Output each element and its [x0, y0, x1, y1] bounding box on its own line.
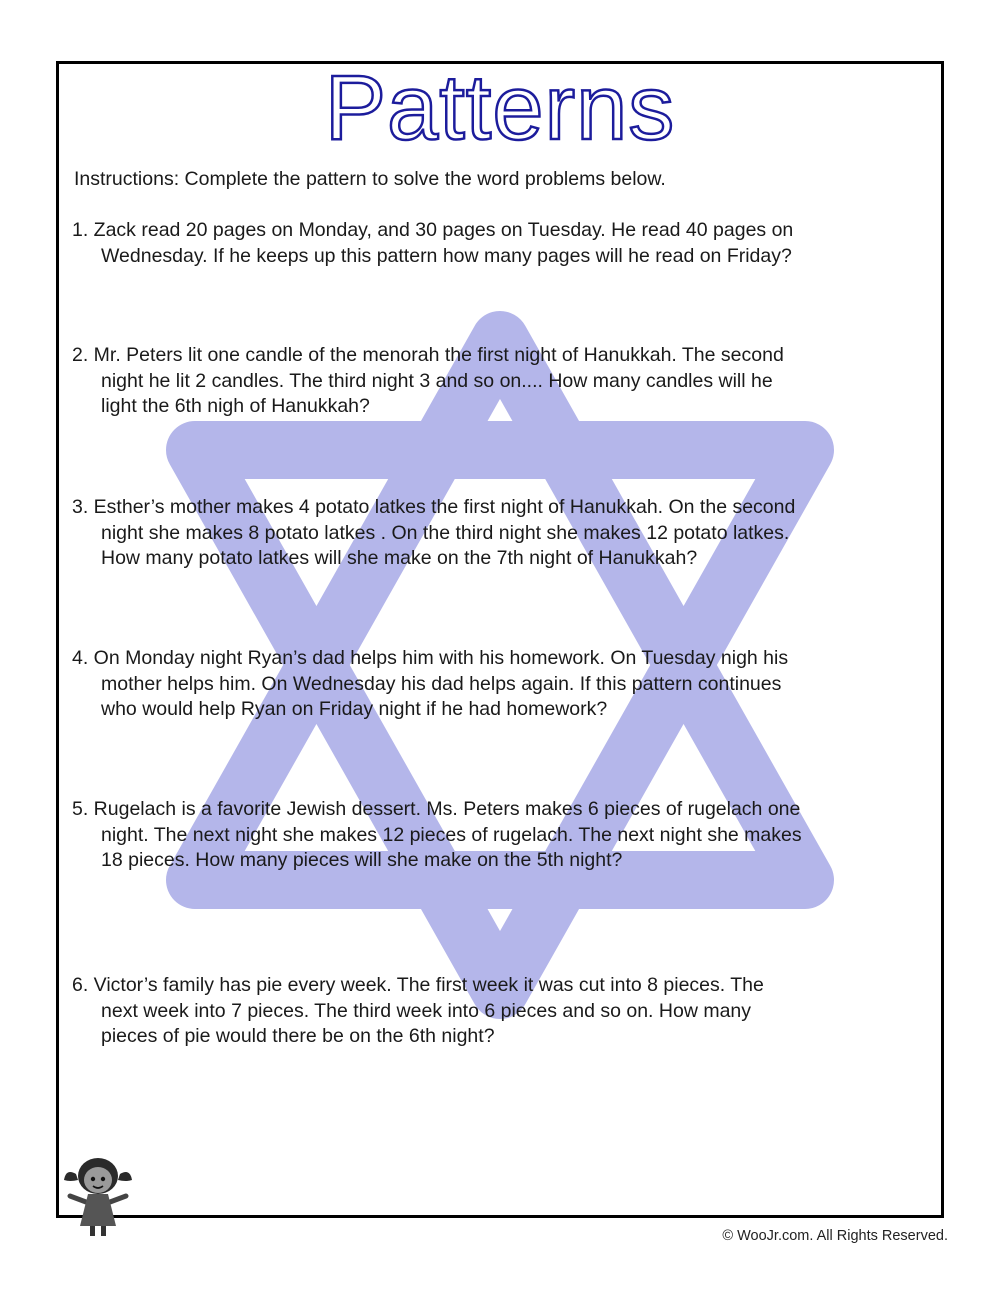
problem-2 [72, 343, 952, 420]
problem-line: 2. Mr. Peters lit one candle of the menorah the first night of Hanukkah. The second [72, 344, 784, 366]
problem-line: 5. Rugelach is a favorite Jewish dessert. Ms. Peters makes 6 pieces of rugelach one [72, 798, 801, 820]
problem-line: 1. Zack read 20 pages on Monday, and 30 pages on Tuesday. He read 40 pages on [72, 219, 794, 241]
problem-line: night he lit 2 candles. The third night 3 and so on.... How many candles will he [101, 369, 773, 392]
problem-line: 4. On Monday night Ryan’s dad helps him with his homework. On Tuesday nigh his [72, 647, 789, 669]
problem-5 [72, 797, 952, 874]
problem-line: 3. Esther’s mother makes 4 potato latkes the first night of Hanukkah. On the second [72, 496, 796, 518]
problem-line: mother helps him. On Wednesday his dad helps again. If this pattern continues [101, 672, 782, 695]
problem-line: night. The next night she makes 12 pieces of rugelach. The next night she makes [101, 823, 802, 846]
problem-4 [72, 646, 952, 723]
girl-mascot-icon [62, 1150, 134, 1240]
copyright-footer: © WooJr.com. All Rights Reserved. [722, 1228, 948, 1244]
problem-line: How many potato latkes will she make on the 7th night of Hanukkah? [101, 547, 698, 569]
page-title: Patterns [324, 57, 676, 159]
instructions-text: Instructions: Complete the pattern to solve the word problems below. [74, 168, 666, 190]
problem-line: 6. Victor’s family has pie every week. The first week it was cut into 8 pieces. The [72, 974, 764, 996]
problem-6 [72, 973, 952, 1050]
problem-line: Wednesday. If he keeps up this pattern how many pages will he read on Friday? [101, 244, 792, 267]
problem-line: 18 pieces. How many pieces will she make on the 5th night? [101, 849, 623, 871]
problem-line: who would help Ryan on Friday night if he had homework? [101, 698, 608, 720]
problem-line: next week into 7 pieces. The third week into 6 pieces and so on. How many [101, 999, 752, 1022]
problem-line: night she makes 8 potato latkes . On the third night she makes 12 potato latkes. [101, 521, 790, 544]
problem-1 [72, 218, 952, 269]
problem-line: light the 6th nigh of Hanukkah? [101, 395, 370, 417]
problem-3 [72, 495, 952, 572]
problem-line: pieces of pie would there be on the 6th night? [101, 1025, 495, 1047]
